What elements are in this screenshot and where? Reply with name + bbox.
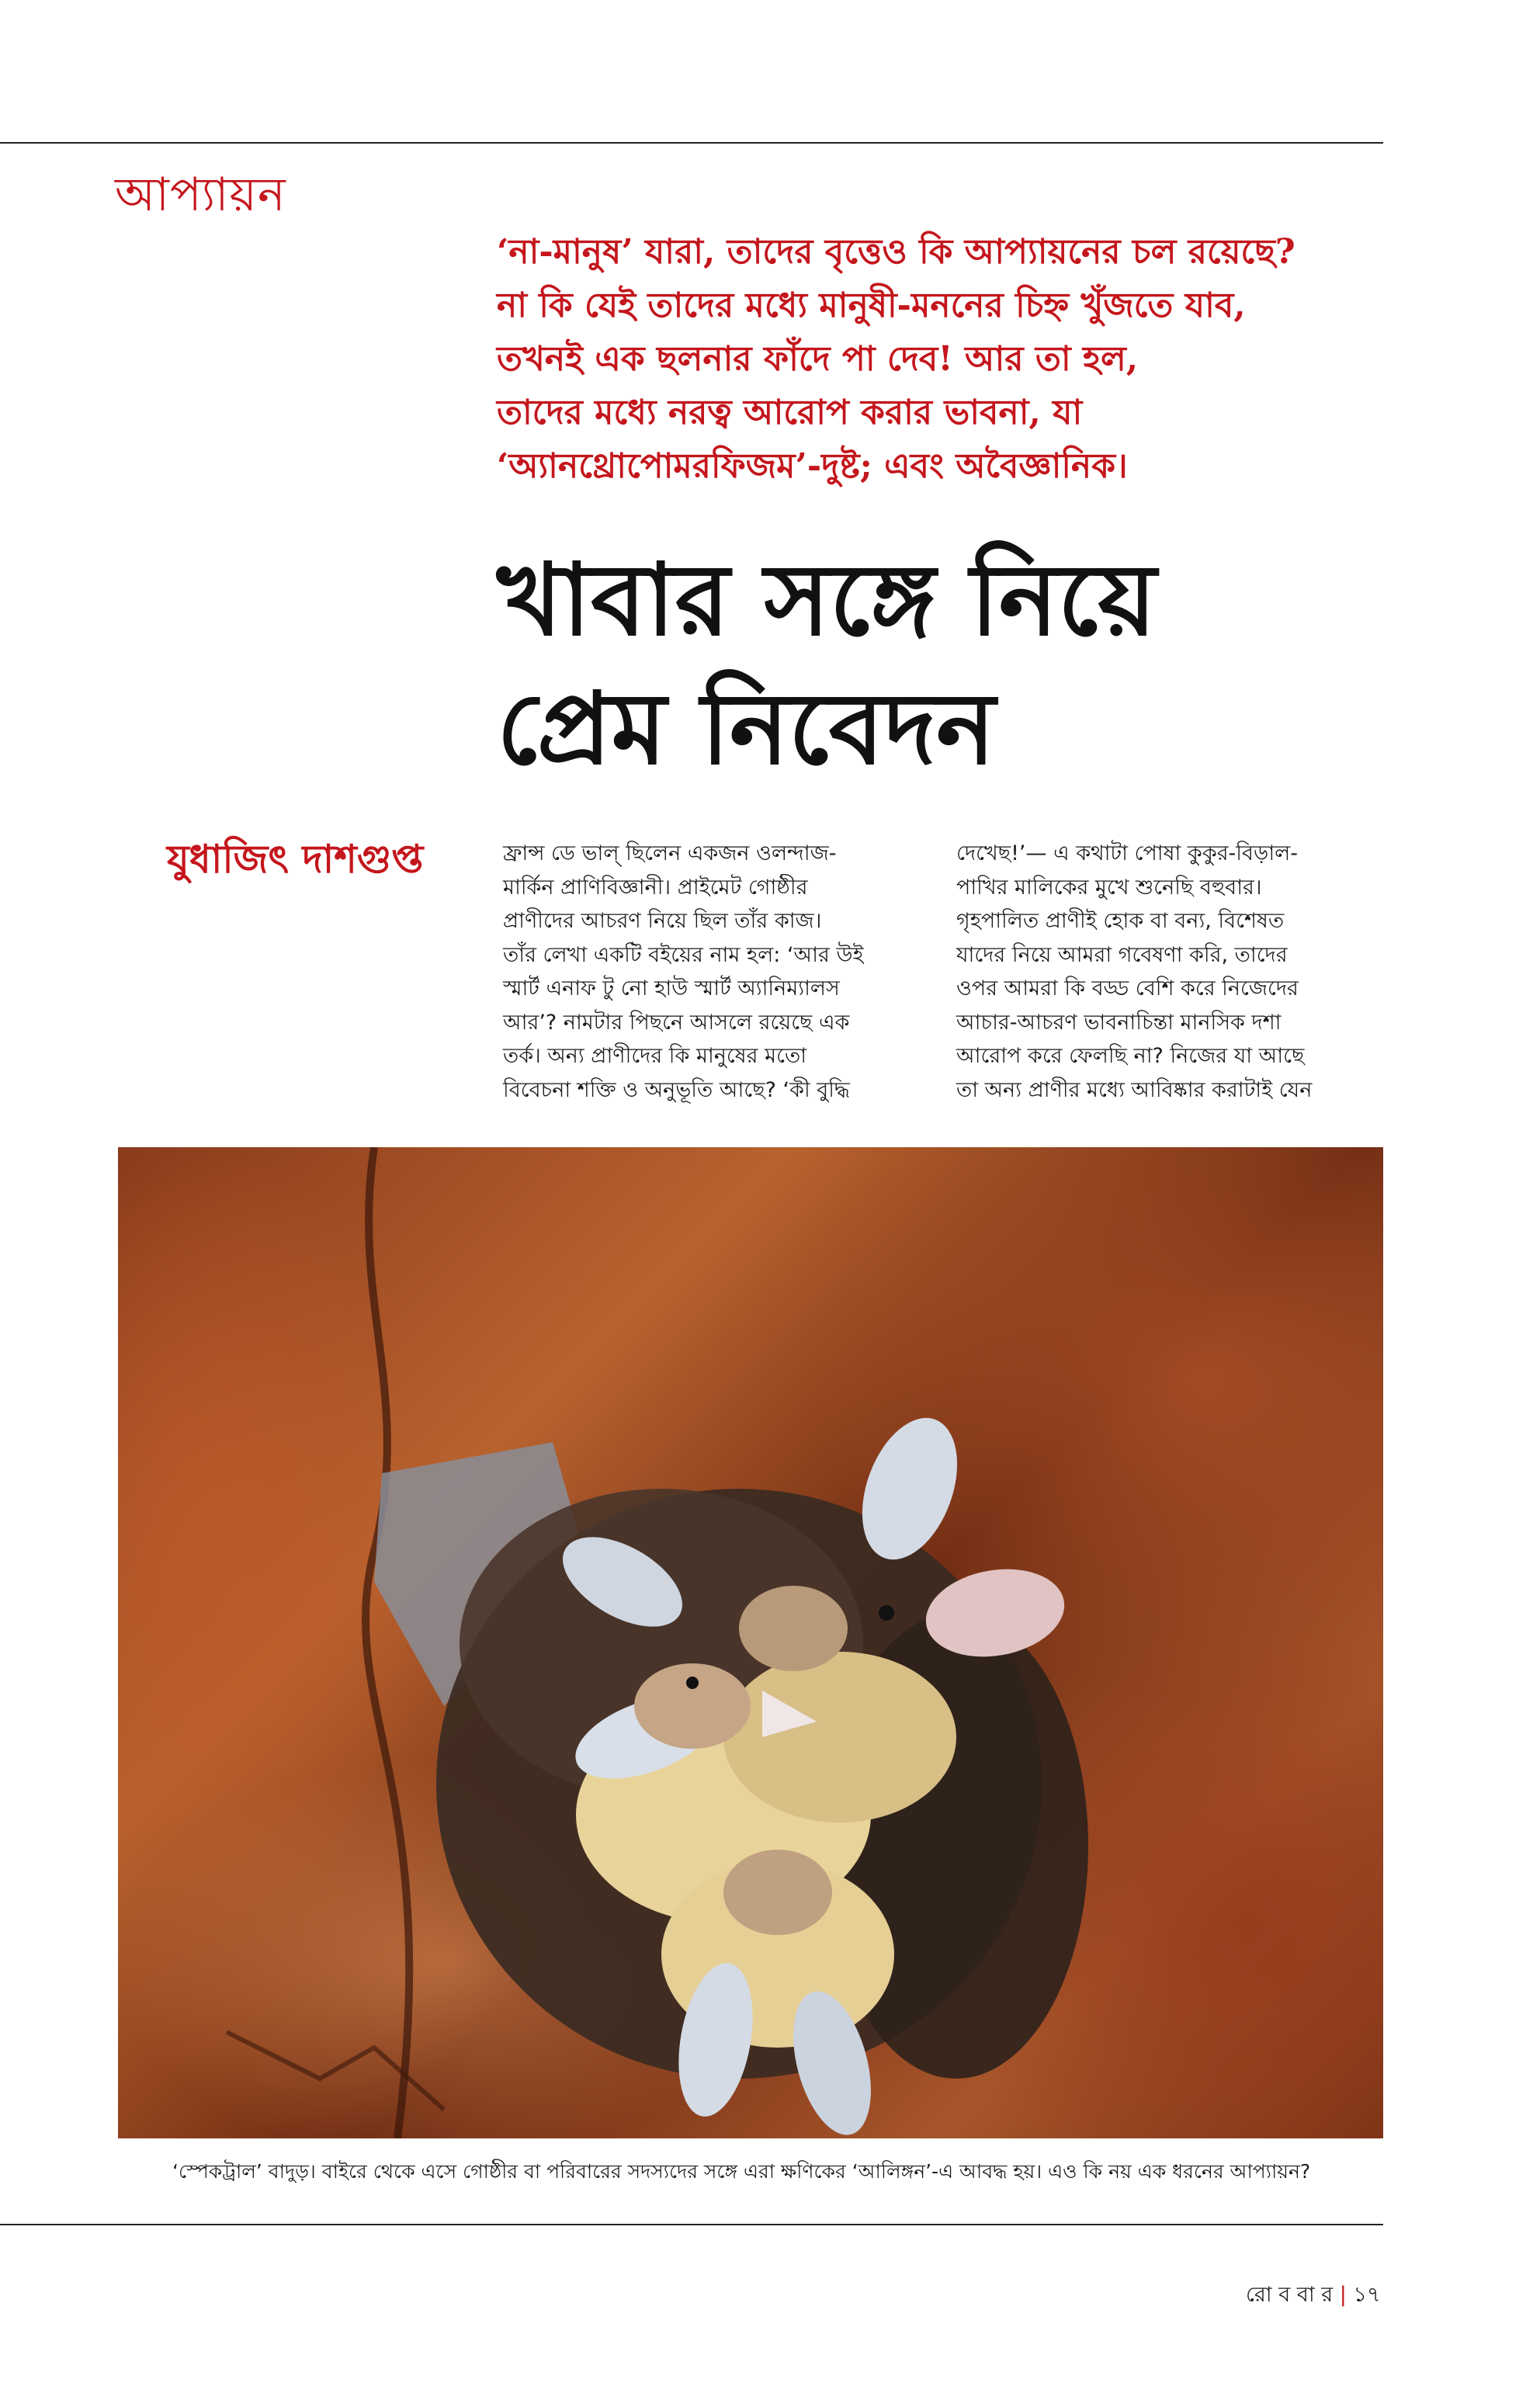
body-line: আচার-আচরণ ভাবনাচিন্তা মানসিক দশা: [956, 1010, 1282, 1035]
headline-line: খাবার সঙ্গে নিয়ে: [497, 542, 1157, 658]
body-line: তাঁর লেখা একটি বইয়ের নাম হল: ‘আর উই: [503, 942, 864, 967]
body-line: প্রাণীদের আচরণ নিয়ে ছিল তাঁর কাজ।: [503, 909, 822, 933]
bat-photo: [118, 1147, 1383, 2138]
body-line: আরোপ করে ফেলছি না? নিজের যা আছে: [956, 1044, 1305, 1068]
body-line: যাদের নিয়ে আমরা গবেষণা করি, তাদের: [956, 942, 1288, 967]
bottom-rule: [0, 2224, 1383, 2225]
headline-line: প্রেম নিবেদন: [497, 671, 996, 787]
top-rule: [0, 142, 1383, 144]
intro-line: না কি যেই তাদের মধ্যে মানুষী-মননের চিহ্ন খুঁজতে যাব,: [497, 286, 1246, 325]
body-line: স্মার্ট এনাফ টু নো হাউ স্মার্ট অ্যানিম্যালস: [503, 976, 840, 1001]
body-line: আর’? নামটার পিছনে আসলে রয়েছে এক: [503, 1010, 850, 1035]
footer-separator: |: [1339, 2283, 1347, 2307]
intro-line: তাদের মধ্যে নরত্ব আরোপ করার ভাবনা, যা: [497, 393, 1083, 432]
intro-blurb: [497, 225, 1389, 493]
body-line: দেখেছ!’— এ কথাটা পোষা কুকুর-বিড়াল-: [956, 841, 1299, 865]
photo-caption: ‘স্পেকট্রাল’ বাদুড়। বাইরে থেকে এসে গোষ্ঠীর বা পরিবারের সদস্যদের সঙ্গে এরা ক্ষণিকের ‘আলিঙ্গন’-এ আবদ্ধ হয়। এও কি নয় এক ধরনের আপ্যায়ন?: [172, 2160, 1311, 2183]
body-line: বিবেচনা শক্তি ও অনুভূতি আছে? ‘কী বুদ্ধি: [503, 1077, 850, 1102]
bat-illustration: [118, 1147, 1383, 2138]
body-line: তা অন্য প্রাণীর মধ্যে আবিষ্কার করাটাই যেন: [956, 1077, 1313, 1102]
body-line: ফ্রান্স ডে ভাল্ ছিলেন একজন ওলন্দাজ-: [503, 841, 837, 865]
magazine-name: রো ব বা র: [1246, 2283, 1334, 2307]
body-column-2: [956, 837, 1399, 1107]
body-line: তর্ক। অন্য প্রাণীদের কি মানুষের মতো: [503, 1044, 807, 1068]
section-label: আপ্যায়ন: [115, 168, 286, 222]
page-footer: [1246, 2279, 1381, 2314]
body-line: পাখির মালিকের মুখে শুনেছি বহুবার।: [956, 875, 1262, 900]
body-line: ওপর আমরা কি বড্ড বেশি করে নিজেদের: [956, 976, 1299, 1001]
body-line: গৃহপালিত প্রাণীই হোক বা বন্য, বিশেষত: [956, 909, 1285, 933]
intro-line: ‘অ্যানথ্রোপোমরফিজম’-দুষ্ট; এবং অবৈজ্ঞানিক।: [497, 446, 1128, 486]
intro-line: তখনই এক ছলনার ফাঁদে পা দেব! আর তা হল,: [497, 339, 1139, 379]
body-column-1: [503, 837, 945, 1107]
page-number: ১৭: [1353, 2283, 1381, 2307]
intro-line: ‘না-মানুষ’ যারা, তাদের বৃত্তেও কি আপ্যায়নের চল রয়েছে?: [497, 232, 1295, 272]
body-line: মার্কিন প্রাণিবিজ্ঞানী। প্রাইমেট গোষ্ঠীর: [503, 875, 808, 900]
article-headline: [497, 536, 1428, 793]
author-byline: যুধাজিৎ দাশগুপ্ত: [167, 836, 424, 882]
